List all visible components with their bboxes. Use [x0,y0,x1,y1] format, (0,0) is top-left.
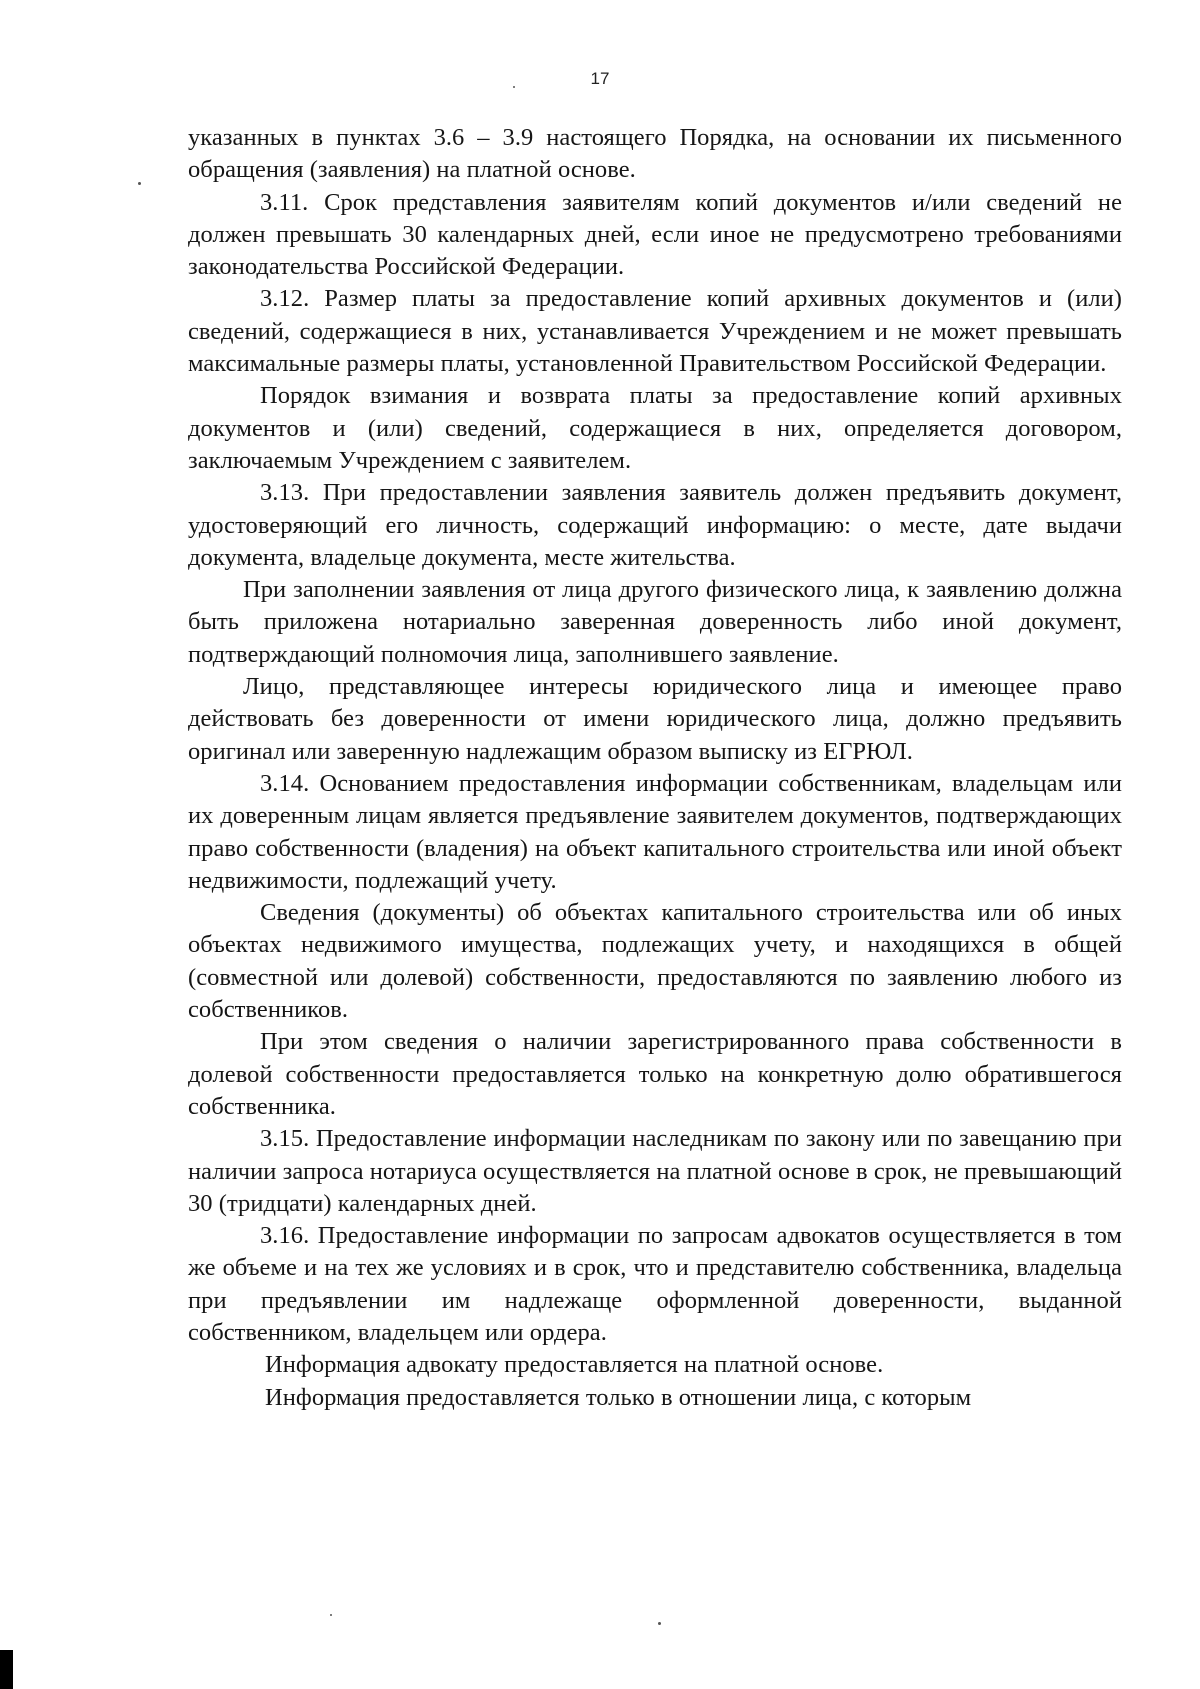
paragraph-3-12: 3.12. Размер платы за предоставление копий архивных документов и (или) сведений, содержащиеся в них, устанавливается Учреждением и не может превышать максимальные размеры платы, установленной Правительством Российской Федерации. [188,285,1122,378]
scan-speck [658,1622,661,1625]
paragraph-lawyer-paid-basis: Информация адвокату предоставляется на платной основе. [265,1351,884,1379]
document-body [188,122,1122,1414]
paragraph-3-14: 3.14. Основанием предоставления информации собственникам, владельцам или их доверенным лицам является предъявление заявителем документов, подтверждающих право собственности (владения) на объект капитального строительства или иной объект недвижимости, подлежащий учету. [188,769,1122,894]
paragraph-intro-continuation: указанных в пунктах 3.6 – 3.9 настоящего Порядка, на основании их письменного обращения (заявления) на платной основе. [188,124,1122,184]
scan-speck [138,182,141,185]
paragraph-3-13: 3.13. При предоставлении заявления заявитель должен предъявить документ, удостоверяющий его личность, содержащий информацию: о месте, дате выдачи документа, владельце документа, месте жительства. [188,479,1122,571]
scan-edge-mark [0,1650,13,1689]
paragraph-payment-procedure: Порядок взимания и возврата платы за предоставление копий архивных документов и (или) сведений, содержащиеся в них, определяется договором, заключаемым Учреждением с заявителем. [188,382,1122,474]
paragraph-3-15: 3.15. Предоставление информации наследникам по закону или по завещанию при наличии запроса нотариуса осуществляется на платной основе в срок, не превышающий 30 (тридцати) календарных дней. [188,1125,1122,1217]
scan-speck [513,86,515,88]
paragraph-shared-ownership: Сведения (документы) об объектах капитального строительства или об иных объектах недвижимого имущества, подлежащих учету, и находящихся в общей (совместной или долевой) собственности, предоставляются по заявлению любого из собственников. [188,899,1122,1024]
paragraph-3-11: 3.11. Срок представления заявителям копий документов и/или сведений не должен превышать 30 календарных дней, если иное не предусмотрено требованиями законодательства Российской Федерации. [188,188,1122,281]
paragraph-3-16: 3.16. Предоставление информации по запросам адвокатов осуществляется в том же объеме и на тех же условиях и в срок, что и представителю собственника, владельца при предъявлении им надлежаще оформленной доверенности, выданной собственником, владельцем или ордера. [188,1222,1122,1346]
scan-speck [330,1614,332,1616]
paragraph-information-restriction: Информация предоставляется только в отношении лица, с которым [265,1383,972,1411]
paragraph-other-person-application: При заполнении заявления от лица другого физического лица, к заявлению должна быть приложена нотариально заверенная доверенность либо иной документ, подтверждающий полномочия лица, заполнившего заявление. [188,576,1122,668]
paragraph-share-information: При этом сведения о наличии зарегистрированного права собственности в долевой собственности предоставляется только на конкретную долю обратившегося собственника. [188,1028,1122,1120]
paragraph-legal-entity-representative: Лицо, представляющее интересы юридического лица и имеющее право действовать без доверенности от имени юридического лица, должно предъявить оригинал или заверенную надлежащим образом выписку из ЕГРЮЛ. [188,673,1122,765]
page-number: 17 [590,69,610,88]
